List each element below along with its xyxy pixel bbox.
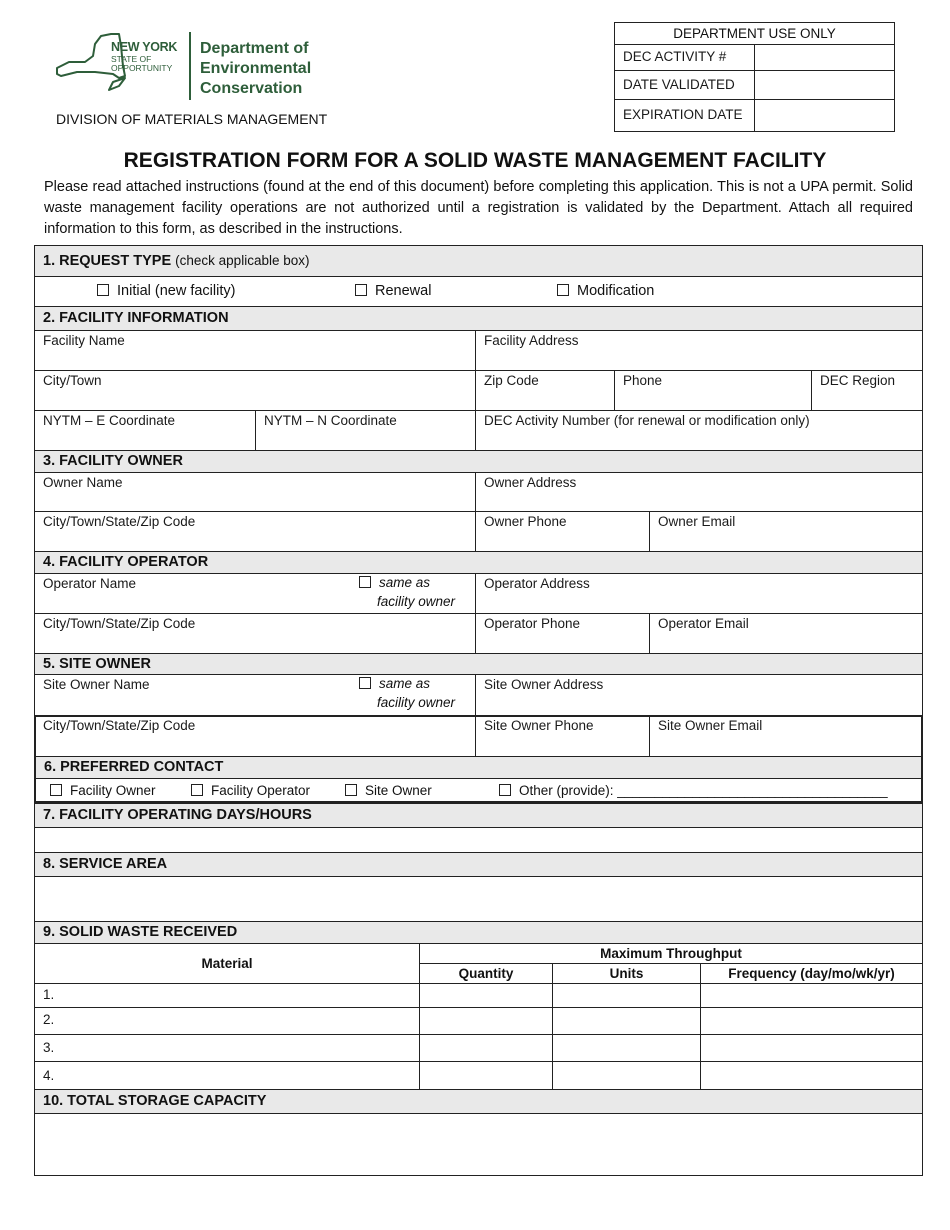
operator-email-label: Operator Email xyxy=(658,616,749,631)
request-modification-option[interactable]: Modification xyxy=(557,283,654,299)
owner-name-label: Owner Name xyxy=(43,475,123,490)
quantity-cell[interactable] xyxy=(419,1061,553,1090)
quantity-cell[interactable] xyxy=(419,1034,553,1062)
facility-name-label: Facility Name xyxy=(43,333,125,348)
operator-city-field[interactable] xyxy=(34,613,476,654)
logo-state-line1: NEW YORK xyxy=(111,40,178,54)
units-cell[interactable] xyxy=(552,1007,701,1035)
storage-capacity-field[interactable] xyxy=(34,1113,923,1176)
owner-address-label: Owner Address xyxy=(484,475,577,490)
service-area-field[interactable] xyxy=(34,876,923,922)
site-owner-same-as-owner-line2: facility owner xyxy=(377,695,456,710)
facility-phone-label: Phone xyxy=(623,373,663,388)
site-owner-address-label: Site Owner Address xyxy=(484,677,604,692)
operator-name-label: Operator Name xyxy=(43,576,137,591)
facility-address-field[interactable] xyxy=(475,330,923,371)
preferred-contact-row xyxy=(34,778,923,803)
owner-email-label: Owner Email xyxy=(658,514,736,529)
dept-use-validated-label: DATE VALIDATED xyxy=(623,77,735,92)
contact-facility-owner-option[interactable]: Facility Owner xyxy=(50,783,156,798)
dec-region-field[interactable] xyxy=(811,370,923,411)
section-1-title: 1. REQUEST TYPE xyxy=(43,253,172,269)
section-preferred-contact: 6. PREFERRED CONTACT xyxy=(34,756,923,779)
quantity-header: Quantity xyxy=(419,963,553,984)
dept-use-title: DEPARTMENT USE ONLY xyxy=(614,22,895,45)
logo-state-line3: OPPORTUNITY xyxy=(111,63,173,73)
dec-activity-number-label: DEC Activity Number (for renewal or modification only) xyxy=(484,413,810,428)
facility-zip-field[interactable] xyxy=(475,370,615,411)
site-owner-phone-label: Site Owner Phone xyxy=(484,718,594,733)
site-owner-name-label: Site Owner Name xyxy=(43,677,150,692)
request-type-row xyxy=(34,276,923,307)
logo-dept-line2: Environmental xyxy=(200,60,312,77)
quantity-cell[interactable] xyxy=(419,983,553,1008)
logo-divider xyxy=(189,32,191,100)
operator-same-as-owner-line2: facility owner xyxy=(377,594,456,609)
nytm-e-field[interactable] xyxy=(34,410,256,451)
request-initial-option[interactable]: Initial (new facility) xyxy=(97,283,235,299)
facility-name-field[interactable] xyxy=(34,330,476,371)
checkbox-operator-same-as-owner[interactable] xyxy=(359,576,371,588)
facility-address-label: Facility Address xyxy=(484,333,579,348)
checkbox-initial[interactable] xyxy=(97,284,109,296)
nytm-e-label: NYTM – E Coordinate xyxy=(43,413,176,428)
quantity-cell[interactable] xyxy=(419,1007,553,1035)
contact-facility-operator-option[interactable]: Facility Operator xyxy=(191,783,310,798)
material-cell[interactable] xyxy=(34,1034,420,1062)
frequency-cell[interactable] xyxy=(700,1061,923,1090)
material-cell[interactable] xyxy=(34,1061,420,1090)
section-1-note: (check applicable box) xyxy=(175,253,310,268)
site-owner-city-field[interactable] xyxy=(34,715,476,757)
checkbox-contact-other[interactable] xyxy=(499,784,511,796)
request-renewal-option[interactable]: Renewal xyxy=(355,283,431,299)
site-owner-same-as-owner-option[interactable]: same as xyxy=(359,676,430,691)
section-facility-operator: 4. FACILITY OPERATOR xyxy=(34,551,923,574)
checkbox-contact-facility-owner[interactable] xyxy=(50,784,62,796)
section-facility-owner: 3. FACILITY OWNER xyxy=(34,450,923,473)
operating-hours-field[interactable] xyxy=(34,827,923,853)
units-header: Units xyxy=(552,963,701,984)
section-operating-hours: 7. FACILITY OPERATING DAYS/HOURS xyxy=(34,803,923,828)
checkbox-renewal[interactable] xyxy=(355,284,367,296)
form-instructions: Please read attached instructions (found at the end of this document) before completing this application. This is not a UPA permit. Solid waste management facility operations are not authorized until a registration is validated by the Department. Attach all required information to this form, as described in the instructions. xyxy=(44,179,913,237)
contact-site-owner-option[interactable]: Site Owner xyxy=(345,783,432,798)
frequency-cell[interactable] xyxy=(700,983,923,1008)
row-number: 1. xyxy=(43,987,55,1002)
facility-city-label: City/Town xyxy=(43,373,102,388)
contact-other-option[interactable]: Other (provide): ____________________________________ xyxy=(499,783,888,798)
section-storage-capacity: 10. TOTAL STORAGE CAPACITY xyxy=(34,1089,923,1114)
units-cell[interactable] xyxy=(552,983,701,1008)
operator-city-label: City/Town/State/Zip Code xyxy=(43,616,196,631)
material-cell[interactable] xyxy=(34,983,420,1008)
owner-phone-field[interactable] xyxy=(475,511,650,552)
section-site-owner: 5. SITE OWNER xyxy=(34,653,923,675)
division-name: DIVISION OF MATERIALS MANAGEMENT xyxy=(56,111,328,127)
row-number: 2. xyxy=(43,1012,55,1027)
section-facility-information: 2. FACILITY INFORMATION xyxy=(34,306,923,331)
owner-city-label: City/Town/State/Zip Code xyxy=(43,514,196,529)
max-throughput-header: Maximum Throughput xyxy=(419,943,923,964)
frequency-header: Frequency (day/mo/wk/yr) xyxy=(700,963,923,984)
checkbox-site-owner-same-as-owner[interactable] xyxy=(359,677,371,689)
form-title: REGISTRATION FORM FOR A SOLID WASTE MANAGEMENT FACILITY xyxy=(123,149,827,172)
site-owner-address-field[interactable] xyxy=(475,674,923,716)
facility-phone-field[interactable] xyxy=(614,370,812,411)
site-owner-phone-field[interactable] xyxy=(475,715,650,757)
row-number: 3. xyxy=(43,1040,55,1055)
frequency-cell[interactable] xyxy=(700,1007,923,1035)
owner-city-field[interactable] xyxy=(34,511,476,552)
site-owner-email-label: Site Owner Email xyxy=(658,718,763,733)
logo-state-line2: STATE OF xyxy=(111,54,152,64)
dec-region-label: DEC Region xyxy=(820,373,896,388)
logo-dept-line3: Conservation xyxy=(200,80,303,97)
nytm-n-field[interactable] xyxy=(255,410,476,451)
owner-email-field[interactable] xyxy=(649,511,923,552)
operator-email-field[interactable] xyxy=(649,613,923,654)
dec-activity-number-field[interactable] xyxy=(475,410,923,451)
owner-name-field[interactable] xyxy=(34,472,476,512)
site-owner-city-label: City/Town/State/Zip Code xyxy=(43,718,196,733)
nys-dec-logo xyxy=(55,32,325,104)
operator-phone-field[interactable] xyxy=(475,613,650,654)
operator-address-field[interactable] xyxy=(475,573,923,614)
units-cell[interactable] xyxy=(552,1061,701,1090)
units-cell[interactable] xyxy=(552,1034,701,1062)
operator-name-field[interactable] xyxy=(34,573,476,614)
frequency-cell[interactable] xyxy=(700,1034,923,1062)
operator-same-as-owner-option[interactable]: same as xyxy=(359,575,430,590)
dept-use-expiration-label: EXPIRATION DATE xyxy=(623,107,743,122)
logo-dept-line1: Department of xyxy=(200,40,309,57)
checkbox-modification[interactable] xyxy=(557,284,569,296)
date-validated-field[interactable] xyxy=(754,70,895,100)
section-request-type xyxy=(34,245,923,277)
facility-zip-label: Zip Code xyxy=(484,373,539,388)
dept-use-activity-label: DEC ACTIVITY # xyxy=(623,49,727,64)
nytm-n-label: NYTM – N Coordinate xyxy=(264,413,397,428)
operator-phone-label: Operator Phone xyxy=(484,616,581,631)
operator-address-label: Operator Address xyxy=(484,576,590,591)
site-owner-email-field[interactable] xyxy=(649,715,923,757)
material-cell[interactable] xyxy=(34,1007,420,1035)
checkbox-contact-site-owner[interactable] xyxy=(345,784,357,796)
section-solid-waste-received: 9. SOLID WASTE RECEIVED xyxy=(34,921,923,944)
site-owner-name-field[interactable] xyxy=(34,674,476,716)
material-header: Material xyxy=(34,943,420,984)
owner-address-field[interactable] xyxy=(475,472,923,512)
section-service-area: 8. SERVICE AREA xyxy=(34,852,923,877)
expiration-date-field[interactable] xyxy=(754,99,895,132)
checkbox-contact-facility-operator[interactable] xyxy=(191,784,203,796)
row-number: 4. xyxy=(43,1068,55,1083)
facility-city-field[interactable] xyxy=(34,370,476,411)
dec-activity-field[interactable] xyxy=(754,44,895,71)
owner-phone-label: Owner Phone xyxy=(484,514,567,529)
